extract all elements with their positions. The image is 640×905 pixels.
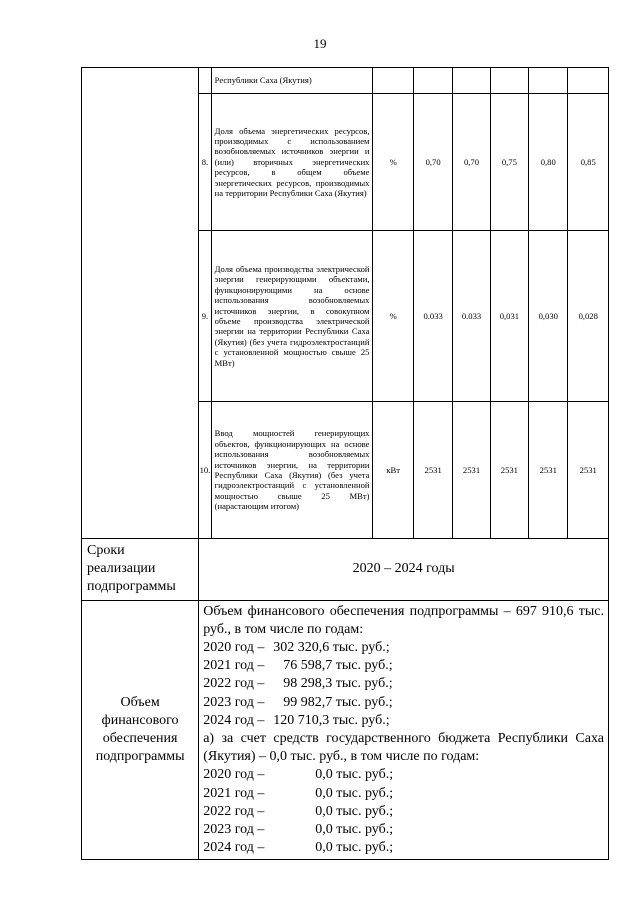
financing-cell (199, 600, 609, 860)
value-2022 (490, 68, 528, 94)
indicator-text: Доля объема энергетических ресурсов, производимых с использованием возобновляемых источников энергии и (или) вторичных энергетических ресурсов, в общем объеме энергетических ресурсов, производимых на территории Республики Саха (Якутия) (211, 94, 373, 231)
financing-sub-years-list (203, 766, 604, 857)
value-2020: 2531 (413, 402, 452, 539)
financing-year-line (203, 675, 604, 693)
value-2020 (413, 68, 452, 94)
value-2021: 0.033 (453, 231, 490, 402)
financing-year: 2024 год – (203, 840, 265, 856)
passport-table (81, 67, 609, 860)
value-2022: 0,75 (490, 94, 528, 231)
financing-years-list (203, 639, 604, 730)
financing-amount: 0,0 тыс. руб.; (315, 803, 394, 819)
financing-year: 2021 год – (203, 658, 265, 674)
value-2021 (453, 68, 490, 94)
financing-amount: 120 710,3 тыс. руб.; (273, 712, 390, 728)
financing-year-line (203, 766, 604, 784)
financing-year: 2020 год – (203, 767, 265, 783)
financing-year: 2021 год – (203, 785, 265, 801)
value-2023: 0,030 (529, 231, 568, 402)
financing-year-line (203, 639, 604, 657)
financing-label: Объем финансового обеспечения подпрограммы (82, 600, 199, 860)
financing-year-line (203, 785, 604, 803)
financing-amount: 0,0 тыс. руб.; (315, 767, 394, 783)
terms-label: Сроки реализации подпрограммы (82, 539, 199, 601)
value-2024: 2531 (568, 402, 609, 539)
indicator-text: Доля объема производства электрической энергии генерирующими объектами, функционирующими на основе использования возобновляемых источников энергии, в совокупном объеме производства электрической энергии на территории Республики Саха (Якутия) (без учета гидроэлектростанций с установленной мощностью свыше 25 МВт) (211, 231, 373, 402)
value-2022: 2531 (490, 402, 528, 539)
financing-row (82, 600, 609, 860)
indicators-label-cell (82, 68, 199, 539)
indicator-unit: % (373, 231, 413, 402)
indicator-text: Республики Саха (Якутия) (211, 68, 373, 94)
financing-year: 2022 год – (203, 803, 265, 819)
financing-year-line (203, 803, 604, 821)
financing-year: 2020 год – (203, 640, 265, 656)
financing-intro: Объем финансового обеспечения подпрограммы – 697 910,6 тыс. руб., в том числе по годам: (203, 603, 604, 637)
row-number (199, 68, 211, 94)
financing-amount: 99 982,7 тыс. руб.; (283, 694, 393, 710)
financing-year: 2024 год – (203, 712, 265, 728)
financing-amount: 0,0 тыс. руб.; (315, 840, 394, 856)
indicator-text: Ввод мощностей генерирующих объектов, функционирующих на основе использования возобновляемых источников энергии, на территории Республики Саха (Якутия) (без учета гидроэлектростанций с установленной мощностью свыше 25 МВт) (нарастающим итогом) (211, 402, 373, 539)
financing-year: 2023 год – (203, 822, 265, 838)
financing-amount: 76 598,7 тыс. руб.; (283, 658, 393, 674)
table-row (82, 68, 609, 94)
financing-year-line (203, 712, 604, 730)
financing-subsection: а) за счет средств государственного бюджета Республики Саха (Якутия) – 0,0 тыс. руб., в том числе по годам: (203, 731, 604, 765)
financing-amount: 0,0 тыс. руб.; (315, 822, 394, 838)
value-2024: 0,85 (568, 94, 609, 231)
indicator-unit (373, 68, 413, 94)
financing-year-line (203, 839, 604, 857)
terms-row (82, 539, 609, 601)
value-2023: 2531 (529, 402, 568, 539)
value-2024 (568, 68, 609, 94)
financing-year-line (203, 821, 604, 839)
financing-amount: 98 298,3 тыс. руб.; (283, 676, 393, 692)
value-2020: 0.033 (413, 231, 452, 402)
terms-value: 2020 – 2024 годы (199, 539, 609, 601)
financing-year-line (203, 694, 604, 712)
row-number: 8. (199, 94, 211, 231)
financing-year-line (203, 657, 604, 675)
indicator-unit: кВт (373, 402, 413, 539)
value-2022: 0,031 (490, 231, 528, 402)
value-2021: 2531 (453, 402, 490, 539)
value-2023 (529, 68, 568, 94)
financing-year: 2023 год – (203, 694, 265, 710)
value-2020: 0,70 (413, 94, 452, 231)
value-2021: 0,70 (453, 94, 490, 231)
financing-amount: 302 320,6 тыс. руб.; (273, 640, 390, 656)
row-number: 10. (199, 402, 211, 539)
financing-year: 2022 год – (203, 676, 265, 692)
page-number: 19 (313, 36, 327, 51)
value-2024: 0,028 (568, 231, 609, 402)
financing-amount: 0,0 тыс. руб.; (315, 785, 394, 801)
row-number: 9. (199, 231, 211, 402)
value-2023: 0,80 (529, 94, 568, 231)
indicator-unit: % (373, 94, 413, 231)
